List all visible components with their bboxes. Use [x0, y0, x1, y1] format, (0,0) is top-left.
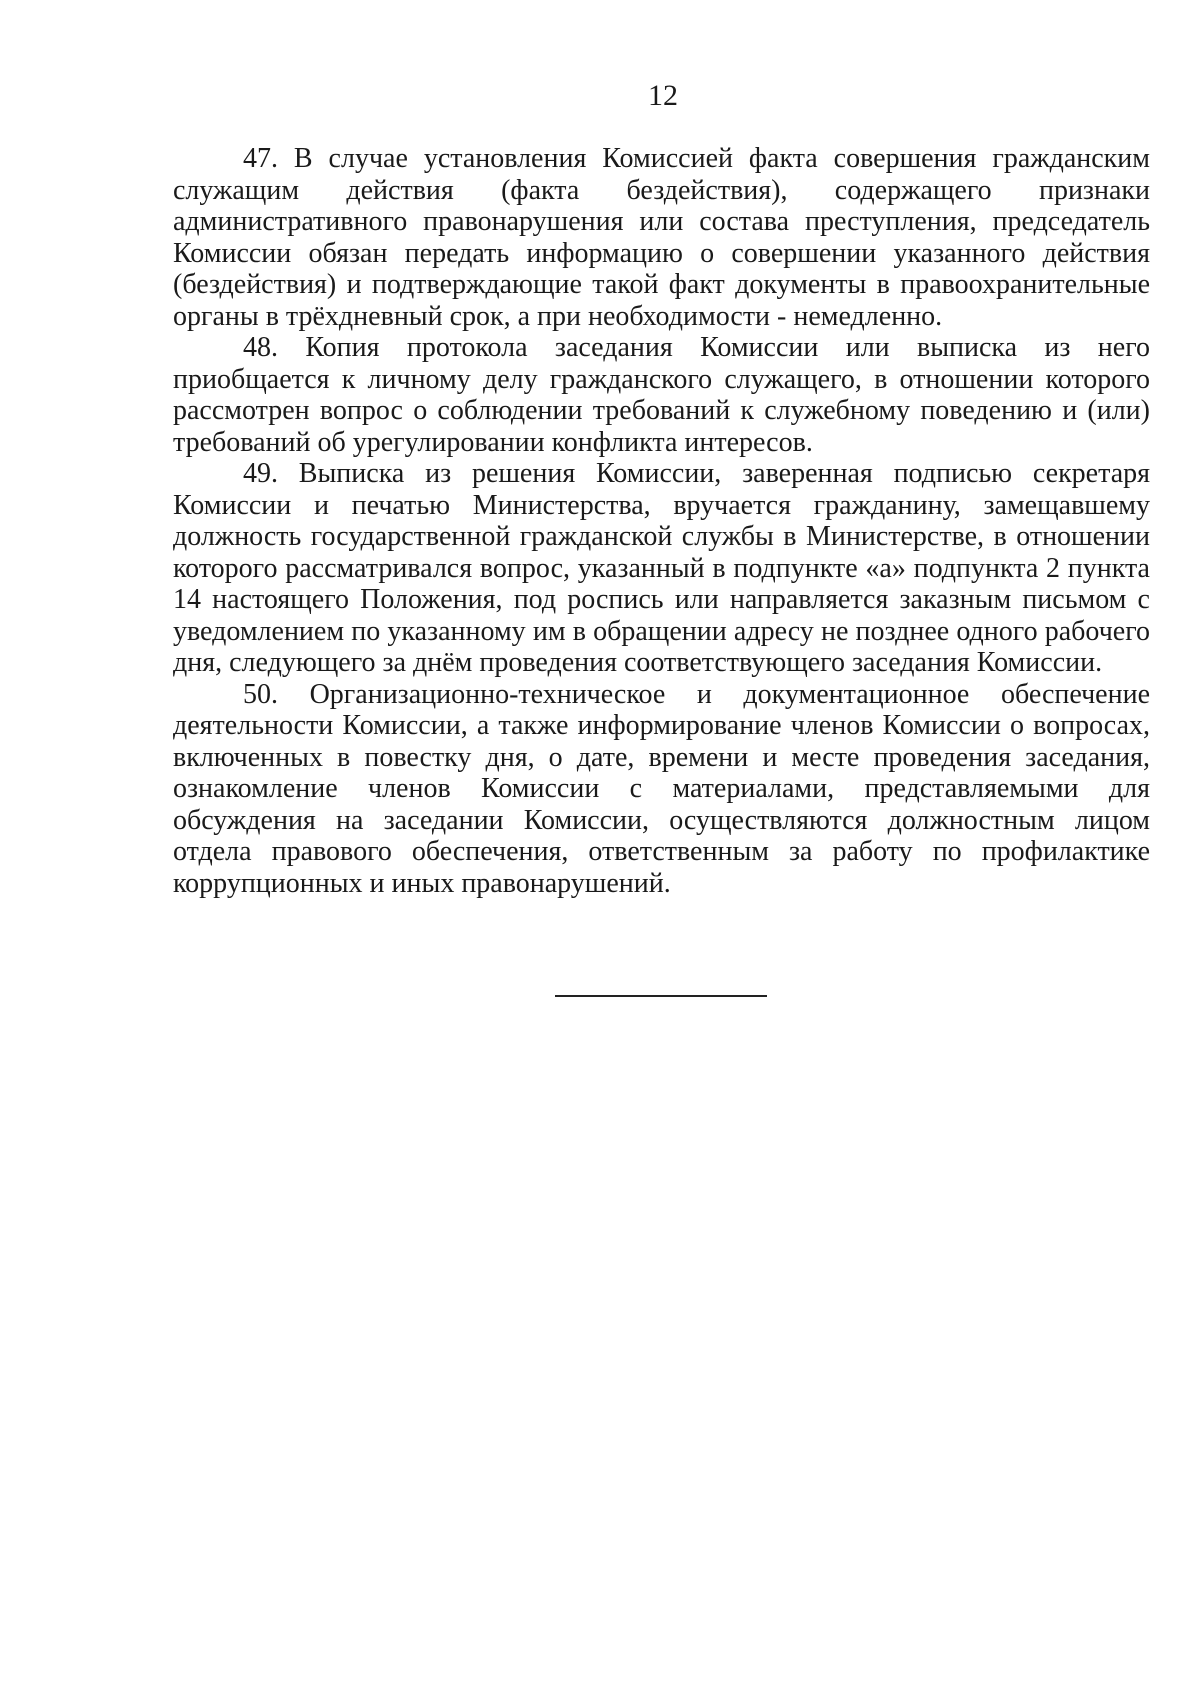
paragraph-49: 49. Выписка из решения Комиссии, заверенная подписью секретаря Комиссии и печатью Министерства, вручается гражданину, замещавшему должность государственной гражданской службы в Министерстве, в отношении которого рассматривался вопрос, указанный в подпункте «а» подпункта 2 пункта 14 настоящего Положения, под роспись или направляется заказным письмом с уведомлением по указанному им в обращении адресу не позднее одного рабочего дня, следующего за днём проведения соответствующего заседания Комиссии.: [173, 458, 1150, 678]
paragraph-50: 50. Организационно-техническое и документационное обеспечение деятельности Комиссии, а также информирование членов Комиссии о вопросах, включенных в повестку дня, о дате, времени и месте проведения заседания, ознакомление членов Комиссии с материалами, представляемыми для обсуждения на заседании Комиссии, осуществляются должностным лицом отдела правового обеспечения, ответственным за работу по профилактике коррупционных и иных правонарушений.: [173, 678, 1150, 899]
document-body: [173, 143, 1150, 899]
paragraph-48: 48. Копия протокола заседания Комиссии или выписка из него приобщается к личному делу гражданского служащего, в отношении которого рассмотрен вопрос о соблюдении требований к служебному поведению и (или) требований об урегулировании конфликта интересов.: [173, 332, 1150, 458]
end-of-document-rule: [555, 995, 767, 997]
paragraph-47: 47. В случае установления Комиссией факта совершения гражданским служащим действия (факта бездействия), содержащего признаки административного правонарушения или состава преступления, председатель Комиссии обязан передать информацию о совершении указанного действия (бездействия) и подтверждающие такой факт документы в правоохранительные органы в трёхдневный срок, а при необходимости - немедленно.: [173, 143, 1150, 332]
page-number: 12: [648, 79, 678, 112]
